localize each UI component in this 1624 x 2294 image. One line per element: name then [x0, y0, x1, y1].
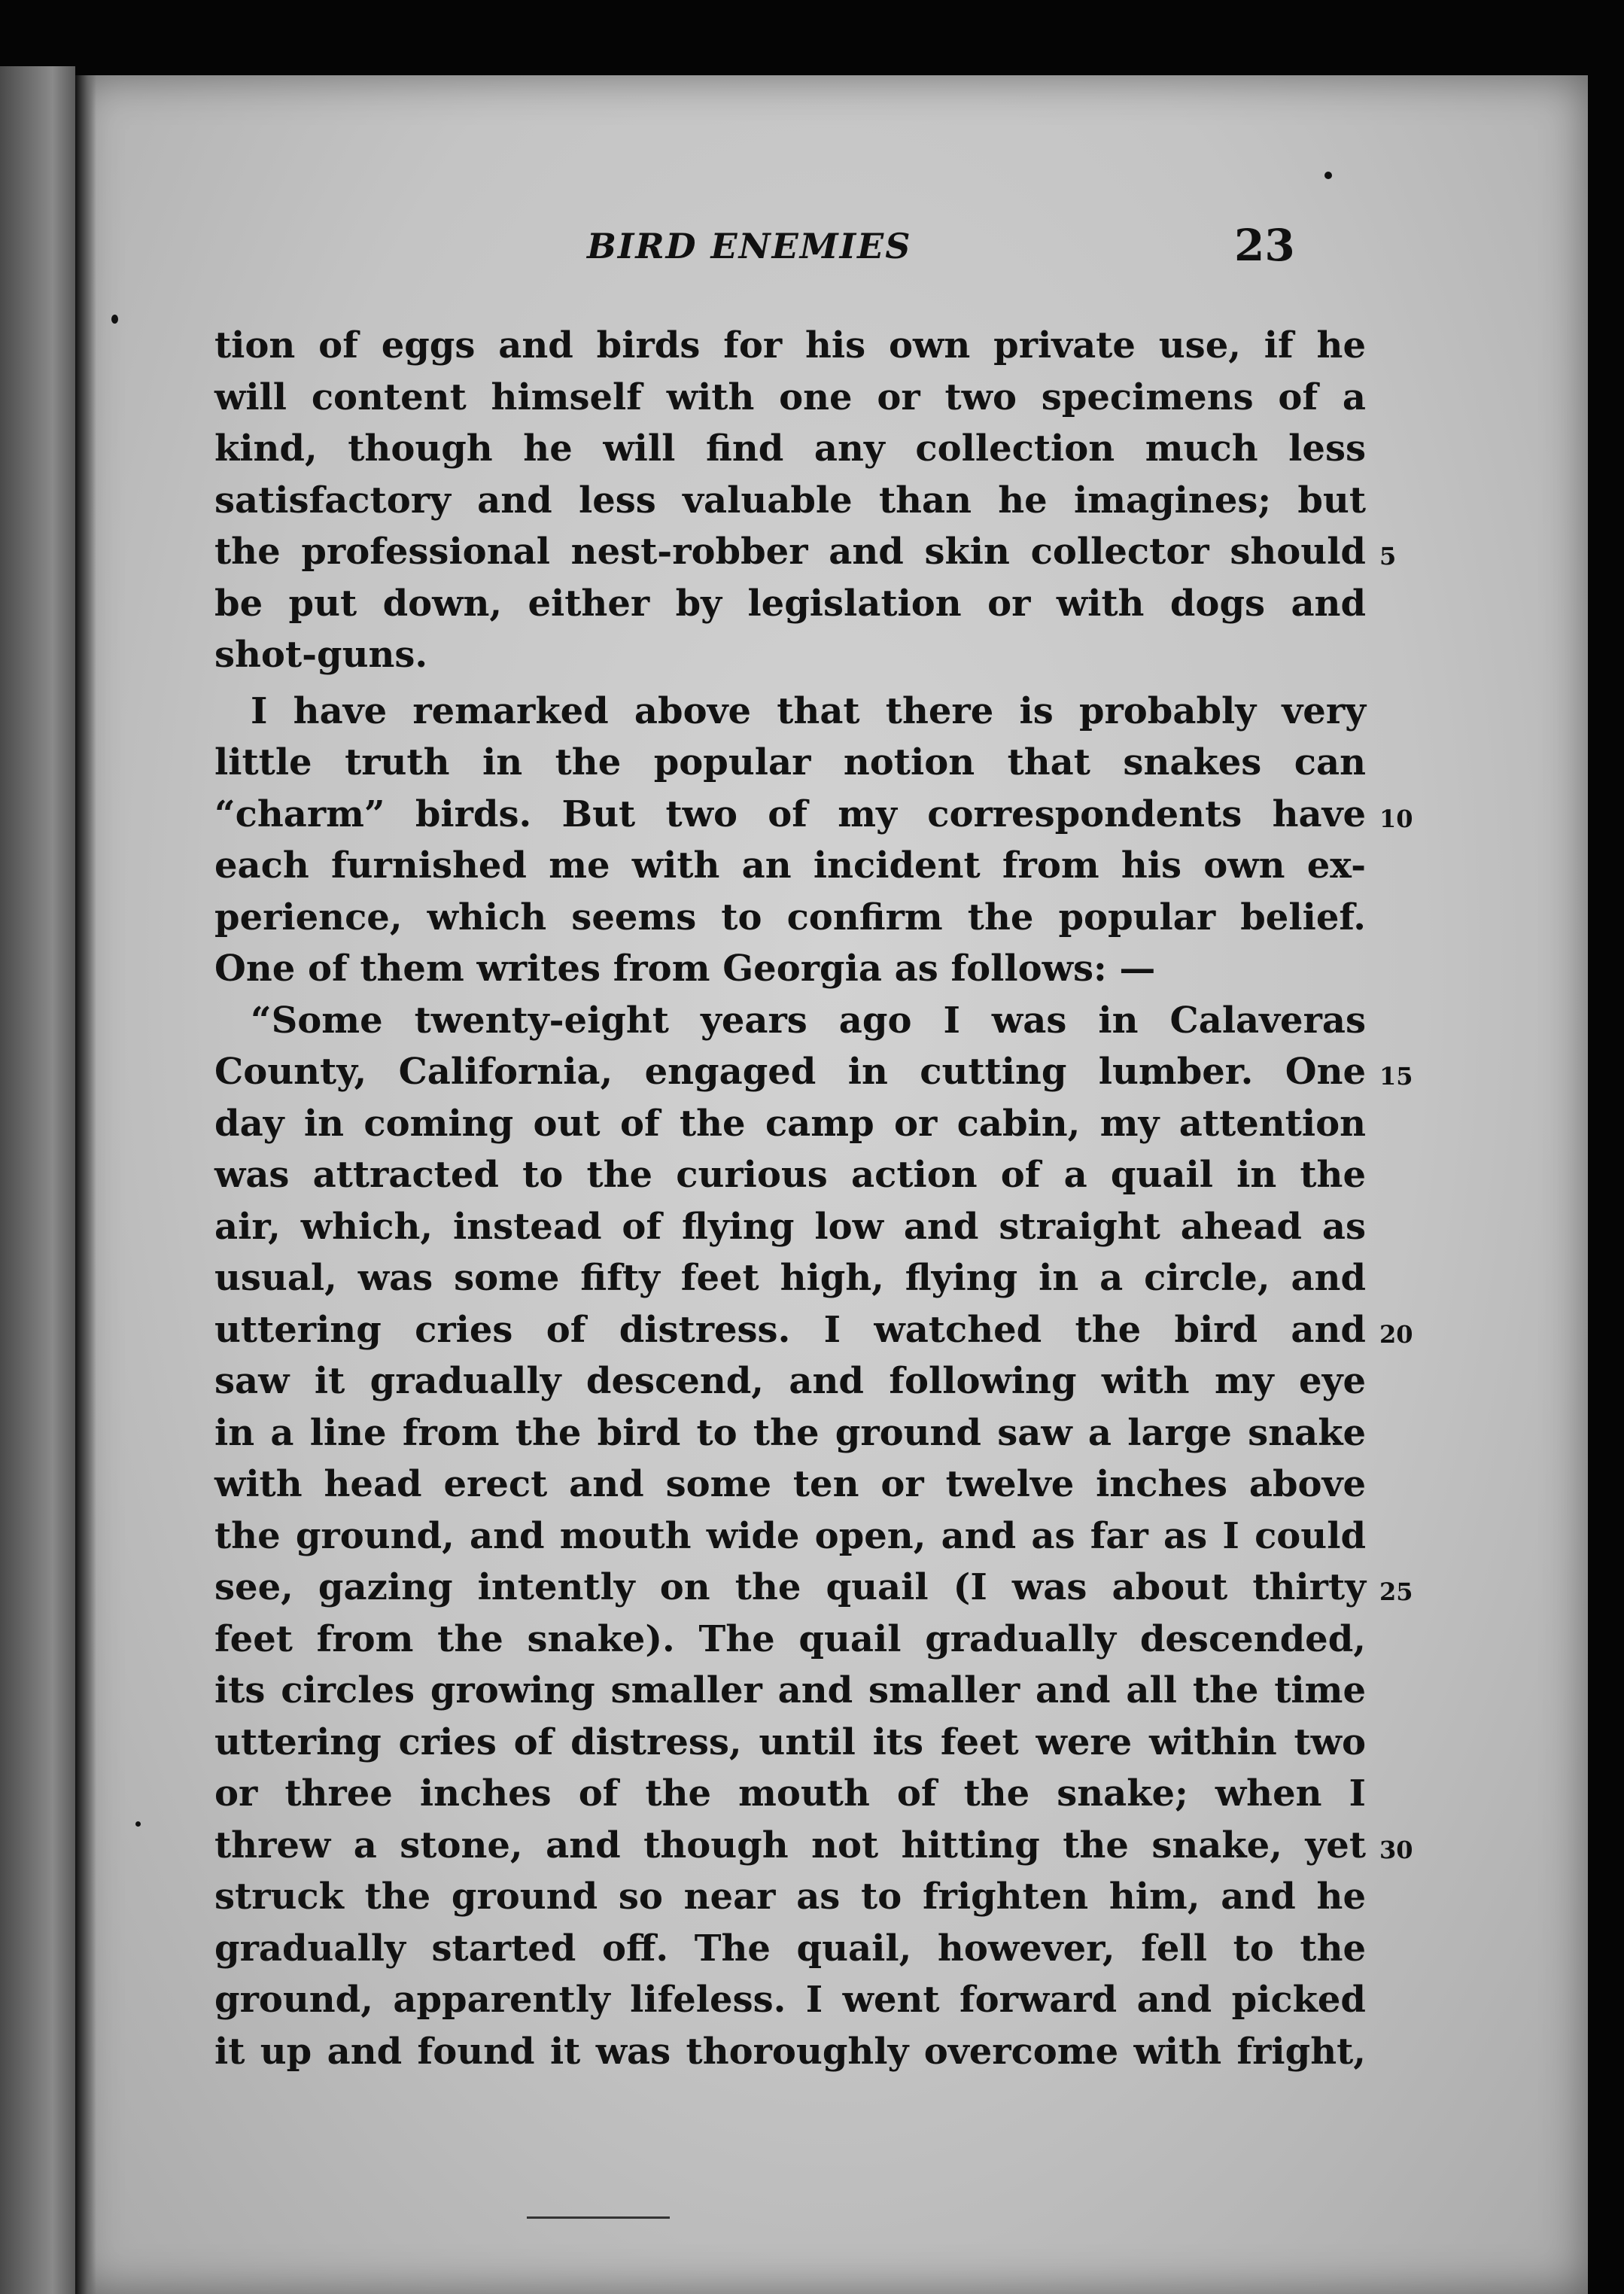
text-line: satisfactory and less valuable than he imagines; but	[214, 479, 1366, 522]
text-line: “Some twenty-eight years ago I was in Calaveras	[251, 999, 1366, 1042]
text-line: it up and found it was thoroughly overcome with fright,	[214, 2030, 1366, 2073]
line-number: 5	[1379, 542, 1397, 570]
text-line: gradually started off. The quail, however, fell to the	[214, 1927, 1366, 1970]
text-line: perience, which seems to confirm the popular belief.	[214, 896, 1366, 939]
text-line: uttering cries of distress. I watched the bird and 20	[214, 1304, 1366, 1356]
page-number: 23	[1234, 220, 1295, 271]
text-line: saw it gradually descend, and following with my eye	[214, 1360, 1366, 1402]
text-line: will content himself with one or two specimens of a	[214, 376, 1366, 418]
running-head: BIRD ENEMIES	[587, 226, 912, 266]
previous-page-edge	[0, 66, 75, 2294]
text-line: “charm” birds. But two of my correspondents have 10	[214, 789, 1366, 841]
ink-speck	[135, 1821, 141, 1827]
text-line: tion of eggs and birds for his own private use, if he	[214, 324, 1366, 367]
ink-speck	[111, 315, 118, 324]
text-line: struck the ground so near as to frighten him, and he	[214, 1876, 1366, 1918]
text-line: each furnished me with an incident from his own ex-	[214, 844, 1366, 887]
body-text	[214, 320, 1413, 2171]
text-line: usual, was some fifty feet high, flying in a circle, and	[214, 1257, 1366, 1299]
text-line: see, gazing intently on the quail (I was about thirty 25	[214, 1562, 1366, 1614]
text-line: or three inches of the mouth of the snake; when I	[214, 1772, 1366, 1815]
text-line: its circles growing smaller and smaller and all the time	[214, 1669, 1366, 1711]
text-line: air, which, instead of flying low and straight ahead as	[214, 1205, 1366, 1248]
text-line: ground, apparently lifeless. I went forward and picked	[214, 1979, 1366, 2021]
bottom-rule-mark	[527, 2216, 670, 2219]
text-line: the professional nest-robber and skin collector should 5	[214, 526, 1366, 578]
text-line: in a line from the bird to the ground saw a large snake	[214, 1411, 1366, 1454]
line-number: 15	[1379, 1062, 1413, 1091]
text-line: feet from the snake). The quail gradually descended,	[214, 1617, 1366, 1660]
text-line: was attracted to the curious action of a quail in the	[214, 1154, 1366, 1196]
text-line: shot-guns.	[214, 634, 428, 676]
line-number: 20	[1379, 1319, 1413, 1349]
text-line: County, California, engaged in cutting lumber. One 15	[214, 1046, 1366, 1098]
text-line: little truth in the popular notion that snakes can	[214, 741, 1366, 783]
text-line: One of them writes from Georgia as follows: —	[214, 948, 1156, 990]
text-line: kind, though he will find any collection much less	[214, 427, 1366, 470]
text-line: with head erect and some ten or twelve inches above	[214, 1463, 1366, 1505]
text-line: the ground, and mouth wide open, and as far as I could	[214, 1514, 1366, 1557]
text-line: I have remarked above that there is probably very	[251, 689, 1366, 732]
text-line: threw a stone, and though not hitting the snake, yet 30	[214, 1820, 1366, 1872]
text-line: uttering cries of distress, until its feet were within two	[214, 1720, 1366, 1763]
line-number: 30	[1379, 1835, 1413, 1864]
line-number: 25	[1379, 1578, 1413, 1606]
line-number: 10	[1379, 804, 1413, 833]
ink-speck	[1324, 172, 1332, 179]
text-line: be put down, either by legislation or with dogs and	[214, 582, 1366, 625]
page-gutter-shadow	[75, 75, 96, 2294]
text-line: day in coming out of the camp or cabin, my attention	[214, 1102, 1366, 1145]
